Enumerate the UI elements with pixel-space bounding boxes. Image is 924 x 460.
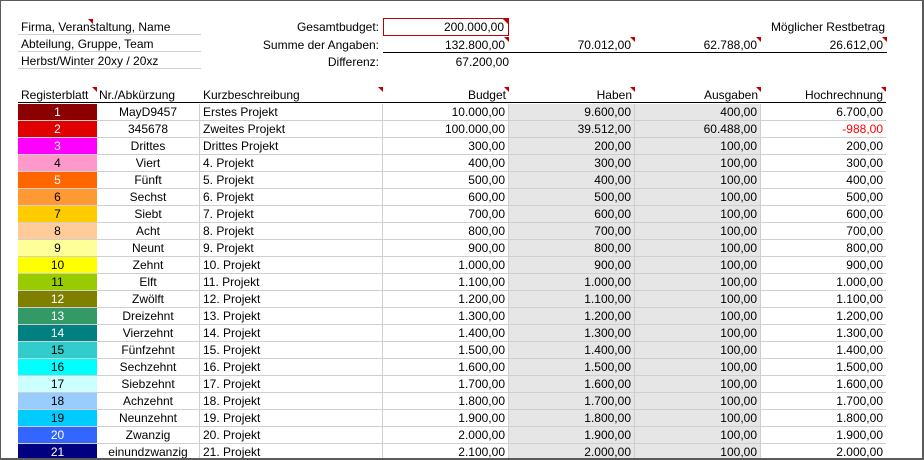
registerblatt-cell[interactable]: 10 xyxy=(18,257,97,274)
kurzbeschreibung-cell[interactable]: 11. Projekt xyxy=(200,274,383,291)
haben-cell[interactable]: 300,00 xyxy=(509,155,635,172)
summe-haben-value[interactable]: 70.012,00 xyxy=(509,37,635,53)
nr-cell[interactable]: Dreizehnt xyxy=(97,308,200,325)
kurzbeschreibung-cell[interactable]: Erstes Projekt xyxy=(200,104,383,121)
haben-cell[interactable]: 200,00 xyxy=(509,138,635,155)
kurzbeschreibung-cell[interactable]: 10. Projekt xyxy=(200,257,383,274)
header-ausgaben[interactable]: Ausgaben xyxy=(635,87,761,103)
info-firma-cell[interactable] xyxy=(18,19,201,35)
summe-label: Summe der Angaben: xyxy=(262,38,379,52)
header-haben[interactable]: Haben xyxy=(509,87,635,103)
nr-cell[interactable]: Sechst xyxy=(97,189,200,206)
comment-marker-icon xyxy=(87,19,93,25)
info-firma-text: Firma, Veranstaltung, Name xyxy=(21,20,171,34)
nr-cell[interactable]: Acht xyxy=(97,223,200,240)
header-budget[interactable]: Budget xyxy=(383,87,509,103)
differenz-label: Differenz: xyxy=(327,55,379,69)
budget-cell[interactable]: 1.400,00 xyxy=(383,325,509,342)
budget-cell[interactable]: 10.000,00 xyxy=(383,104,509,121)
registerblatt-cell[interactable]: 3 xyxy=(18,138,97,155)
kurzbeschreibung-cell[interactable]: 17. Projekt xyxy=(200,376,383,393)
haben-cell[interactable]: 2.000,00 xyxy=(509,444,635,460)
nr-cell[interactable]: Zehnt xyxy=(97,257,200,274)
budget-cell[interactable]: 1.000,00 xyxy=(383,257,509,274)
hochrechnung-cell[interactable]: 600,00 xyxy=(761,206,886,223)
hochrechnung-cell[interactable]: 1.700,00 xyxy=(761,393,886,410)
haben-cell[interactable]: 1.200,00 xyxy=(509,308,635,325)
table-row[interactable] xyxy=(18,240,886,257)
restbetrag-label: Möglicher Restbetrag xyxy=(770,20,885,34)
kurzbeschreibung-cell[interactable]: 20. Projekt xyxy=(200,427,383,444)
ausgaben-cell[interactable]: 100,00 xyxy=(635,410,761,427)
registerblatt-cell[interactable]: 19 xyxy=(18,410,97,427)
table-row[interactable] xyxy=(18,206,886,223)
budget-cell[interactable]: 1.900,00 xyxy=(383,410,509,427)
ausgaben-cell[interactable]: 100,00 xyxy=(635,393,761,410)
registerblatt-cell[interactable]: 11 xyxy=(18,274,97,291)
nr-cell[interactable]: 345678 xyxy=(97,121,200,138)
hochrechnung-cell[interactable]: 1.200,00 xyxy=(761,308,886,325)
table-row[interactable] xyxy=(18,257,886,274)
haben-cell[interactable]: 700,00 xyxy=(509,223,635,240)
ausgaben-cell[interactable]: 100,00 xyxy=(635,240,761,257)
registerblatt-cell[interactable]: 6 xyxy=(18,189,97,206)
table-row[interactable] xyxy=(18,427,886,444)
nr-cell[interactable]: Siebzehnt xyxy=(97,376,200,393)
registerblatt-cell[interactable]: 14 xyxy=(18,325,97,342)
table-row[interactable] xyxy=(18,393,886,410)
hochrechnung-cell[interactable]: 500,00 xyxy=(761,189,886,206)
table-row[interactable] xyxy=(18,138,886,155)
ausgaben-cell[interactable]: 100,00 xyxy=(635,189,761,206)
table-row[interactable] xyxy=(18,308,886,325)
gesamtbudget-label: Gesamtbudget: xyxy=(296,20,379,34)
hochrechnung-cell[interactable]: 1.000,00 xyxy=(761,274,886,291)
budget-cell[interactable]: 400,00 xyxy=(383,155,509,172)
hochrechnung-cell[interactable]: 1.100,00 xyxy=(761,291,886,308)
table-row[interactable] xyxy=(18,172,886,189)
header-registerblatt[interactable]: Registerblatt xyxy=(18,87,97,103)
kurzbeschreibung-cell[interactable]: 6. Projekt xyxy=(200,189,383,206)
ausgaben-cell[interactable]: 100,00 xyxy=(635,138,761,155)
nr-cell[interactable]: MayD9457 xyxy=(97,104,200,121)
ausgaben-cell[interactable]: 100,00 xyxy=(635,342,761,359)
budget-cell[interactable]: 2.000,00 xyxy=(383,427,509,444)
hochrechnung-cell[interactable]: 900,00 xyxy=(761,257,886,274)
registerblatt-cell[interactable]: 5 xyxy=(18,172,97,189)
haben-cell[interactable]: 1.800,00 xyxy=(509,410,635,427)
table-row[interactable] xyxy=(18,325,886,342)
ausgaben-cell[interactable]: 400,00 xyxy=(635,104,761,121)
nr-cell[interactable]: Neunt xyxy=(97,240,200,257)
budget-cell[interactable]: 800,00 xyxy=(383,223,509,240)
nr-cell[interactable]: Zwanzig xyxy=(97,427,200,444)
kurzbeschreibung-cell[interactable]: 18. Projekt xyxy=(200,393,383,410)
kurzbeschreibung-cell[interactable]: 8. Projekt xyxy=(200,223,383,240)
header-hochrechnung[interactable]: Hochrechnung xyxy=(761,87,886,103)
nr-cell[interactable]: Sechzehnt xyxy=(97,359,200,376)
hochrechnung-cell[interactable]: 6.700,00 xyxy=(761,104,886,121)
table-row[interactable] xyxy=(18,342,886,359)
kurzbeschreibung-cell[interactable]: 15. Projekt xyxy=(200,342,383,359)
hochrechnung-cell[interactable]: 800,00 xyxy=(761,240,886,257)
info-abteilung-text: Abteilung, Gruppe, Team xyxy=(21,37,154,51)
ausgaben-cell[interactable]: 100,00 xyxy=(635,291,761,308)
hochrechnung-cell[interactable]: 2.000,00 xyxy=(761,444,886,460)
kurzbeschreibung-cell[interactable]: 13. Projekt xyxy=(200,308,383,325)
registerblatt-cell[interactable]: 7 xyxy=(18,206,97,223)
budget-cell[interactable]: 300,00 xyxy=(383,138,509,155)
kurzbeschreibung-cell[interactable]: 5. Projekt xyxy=(200,172,383,189)
registerblatt-cell[interactable]: 2 xyxy=(18,121,97,138)
summe-rest-value[interactable]: 26.612,00 xyxy=(761,37,887,53)
haben-cell[interactable]: 1.400,00 xyxy=(509,342,635,359)
budget-cell[interactable]: 700,00 xyxy=(383,206,509,223)
hochrechnung-cell[interactable]: 1.800,00 xyxy=(761,410,886,427)
table-row[interactable] xyxy=(18,223,886,240)
haben-cell[interactable]: 600,00 xyxy=(509,206,635,223)
haben-cell[interactable]: 400,00 xyxy=(509,172,635,189)
kurzbeschreibung-cell[interactable]: 9. Projekt xyxy=(200,240,383,257)
nr-cell[interactable]: einundzwanzig xyxy=(97,444,200,460)
nr-cell[interactable]: Elft xyxy=(97,274,200,291)
nr-cell[interactable]: Siebt xyxy=(97,206,200,223)
kurzbeschreibung-cell[interactable]: 4. Projekt xyxy=(200,155,383,172)
ausgaben-cell[interactable]: 100,00 xyxy=(635,257,761,274)
hochrechnung-cell[interactable]: 1.600,00 xyxy=(761,376,886,393)
haben-cell[interactable]: 39.512,00 xyxy=(509,121,635,138)
budget-cell[interactable]: 2.100,00 xyxy=(383,444,509,460)
haben-cell[interactable]: 1.900,00 xyxy=(509,427,635,444)
header-kurzbeschreibung[interactable]: Kurzbeschreibung xyxy=(200,87,383,103)
hochrechnung-cell[interactable]: 1.900,00 xyxy=(761,427,886,444)
table-row[interactable] xyxy=(18,274,886,291)
registerblatt-cell[interactable]: 8 xyxy=(18,223,97,240)
table-row[interactable] xyxy=(18,410,886,427)
info-abteilung-cell[interactable] xyxy=(18,36,201,52)
registerblatt-cell[interactable]: 1 xyxy=(18,104,97,121)
hochrechnung-cell[interactable]: 400,00 xyxy=(761,172,886,189)
gesamtbudget-input[interactable]: 200.000,00 xyxy=(383,18,509,36)
table-row[interactable] xyxy=(18,104,886,121)
ausgaben-cell[interactable]: 100,00 xyxy=(635,155,761,172)
budget-cell[interactable]: 100.000,00 xyxy=(383,121,509,138)
table-row[interactable] xyxy=(18,155,886,172)
budget-cell[interactable]: 1.300,00 xyxy=(383,308,509,325)
kurzbeschreibung-cell[interactable]: 21. Projekt xyxy=(200,444,383,460)
table-row[interactable] xyxy=(18,291,886,308)
header-nr[interactable]: Nr./Abkürzung xyxy=(97,87,200,103)
ausgaben-cell[interactable]: 100,00 xyxy=(635,427,761,444)
table-row[interactable] xyxy=(18,376,886,393)
hochrechnung-cell[interactable]: 1.400,00 xyxy=(761,342,886,359)
budget-cell[interactable]: 500,00 xyxy=(383,172,509,189)
nr-cell[interactable]: Achzehnt xyxy=(97,393,200,410)
ausgaben-cell[interactable]: 60.488,00 xyxy=(635,121,761,138)
hochrechnung-cell[interactable]: 700,00 xyxy=(761,223,886,240)
ausgaben-cell[interactable]: 100,00 xyxy=(635,325,761,342)
kurzbeschreibung-cell[interactable]: 19. Projekt xyxy=(200,410,383,427)
registerblatt-cell[interactable]: 20 xyxy=(18,427,97,444)
registerblatt-cell[interactable]: 21 xyxy=(18,444,97,460)
registerblatt-cell[interactable]: 4 xyxy=(18,155,97,172)
budget-cell[interactable]: 1.800,00 xyxy=(383,393,509,410)
haben-cell[interactable]: 1.300,00 xyxy=(509,325,635,342)
haben-cell[interactable]: 1.000,00 xyxy=(509,274,635,291)
info-saison-text: Herbst/Winter 20xy / 20xz xyxy=(21,54,159,68)
table-row[interactable] xyxy=(18,444,886,460)
registerblatt-cell[interactable]: 18 xyxy=(18,393,97,410)
ausgaben-cell[interactable]: 100,00 xyxy=(635,359,761,376)
hochrechnung-cell[interactable]: 1.500,00 xyxy=(761,359,886,376)
registerblatt-cell[interactable]: 15 xyxy=(18,342,97,359)
budget-cell[interactable]: 900,00 xyxy=(383,240,509,257)
summe-budget-value[interactable]: 132.800,00 xyxy=(383,37,509,53)
nr-cell[interactable]: Fünfzehnt xyxy=(97,342,200,359)
info-saison-cell[interactable] xyxy=(18,53,201,69)
haben-cell[interactable]: 500,00 xyxy=(509,189,635,206)
ausgaben-cell[interactable]: 100,00 xyxy=(635,223,761,240)
kurzbeschreibung-cell[interactable]: 12. Projekt xyxy=(200,291,383,308)
kurzbeschreibung-cell[interactable]: Zweites Projekt xyxy=(200,121,383,138)
hochrechnung-cell[interactable]: 200,00 xyxy=(761,138,886,155)
haben-cell[interactable]: 1.100,00 xyxy=(509,291,635,308)
hochrechnung-cell[interactable]: 300,00 xyxy=(761,155,886,172)
registerblatt-cell[interactable]: 16 xyxy=(18,359,97,376)
registerblatt-cell[interactable]: 17 xyxy=(18,376,97,393)
ausgaben-cell[interactable]: 100,00 xyxy=(635,376,761,393)
table-row[interactable] xyxy=(18,121,886,138)
nr-cell[interactable]: Viert xyxy=(97,155,200,172)
hochrechnung-cell[interactable]: 1.300,00 xyxy=(761,325,886,342)
summe-ausgaben-value[interactable]: 62.788,00 xyxy=(635,37,761,53)
nr-cell[interactable]: Neunzehnt xyxy=(97,410,200,427)
kurzbeschreibung-cell[interactable]: 16. Projekt xyxy=(200,359,383,376)
hochrechnung-cell[interactable]: -988,00 xyxy=(761,121,886,138)
table-row[interactable] xyxy=(18,189,886,206)
budget-cell[interactable]: 1.600,00 xyxy=(383,359,509,376)
haben-cell[interactable]: 800,00 xyxy=(509,240,635,257)
budget-cell[interactable]: 1.500,00 xyxy=(383,342,509,359)
ausgaben-cell[interactable]: 100,00 xyxy=(635,172,761,189)
nr-cell[interactable]: Fünft xyxy=(97,172,200,189)
budget-cell[interactable]: 1.100,00 xyxy=(383,274,509,291)
kurzbeschreibung-cell[interactable]: Drittes Projekt xyxy=(200,138,383,155)
budget-cell[interactable]: 1.700,00 xyxy=(383,376,509,393)
ausgaben-cell[interactable]: 100,00 xyxy=(635,206,761,223)
budget-cell[interactable]: 1.200,00 xyxy=(383,291,509,308)
nr-cell[interactable]: Zwölft xyxy=(97,291,200,308)
haben-cell[interactable]: 1.700,00 xyxy=(509,393,635,410)
differenz-value[interactable]: 67.200,00 xyxy=(455,55,509,69)
ausgaben-cell[interactable]: 100,00 xyxy=(635,308,761,325)
kurzbeschreibung-cell[interactable]: 7. Projekt xyxy=(200,206,383,223)
nr-cell[interactable]: Drittes xyxy=(97,138,200,155)
ausgaben-cell[interactable]: 100,00 xyxy=(635,274,761,291)
kurzbeschreibung-cell[interactable]: 14. Projekt xyxy=(200,325,383,342)
haben-cell[interactable]: 9.600,00 xyxy=(509,104,635,121)
haben-cell[interactable]: 900,00 xyxy=(509,257,635,274)
registerblatt-cell[interactable]: 9 xyxy=(18,240,97,257)
haben-cell[interactable]: 1.600,00 xyxy=(509,376,635,393)
registerblatt-cell[interactable]: 12 xyxy=(18,291,97,308)
budget-cell[interactable]: 600,00 xyxy=(383,189,509,206)
table-row[interactable] xyxy=(18,359,886,376)
nr-cell[interactable]: Vierzehnt xyxy=(97,325,200,342)
registerblatt-cell[interactable]: 13 xyxy=(18,308,97,325)
haben-cell[interactable]: 1.500,00 xyxy=(509,359,635,376)
ausgaben-cell[interactable]: 100,00 xyxy=(635,444,761,460)
